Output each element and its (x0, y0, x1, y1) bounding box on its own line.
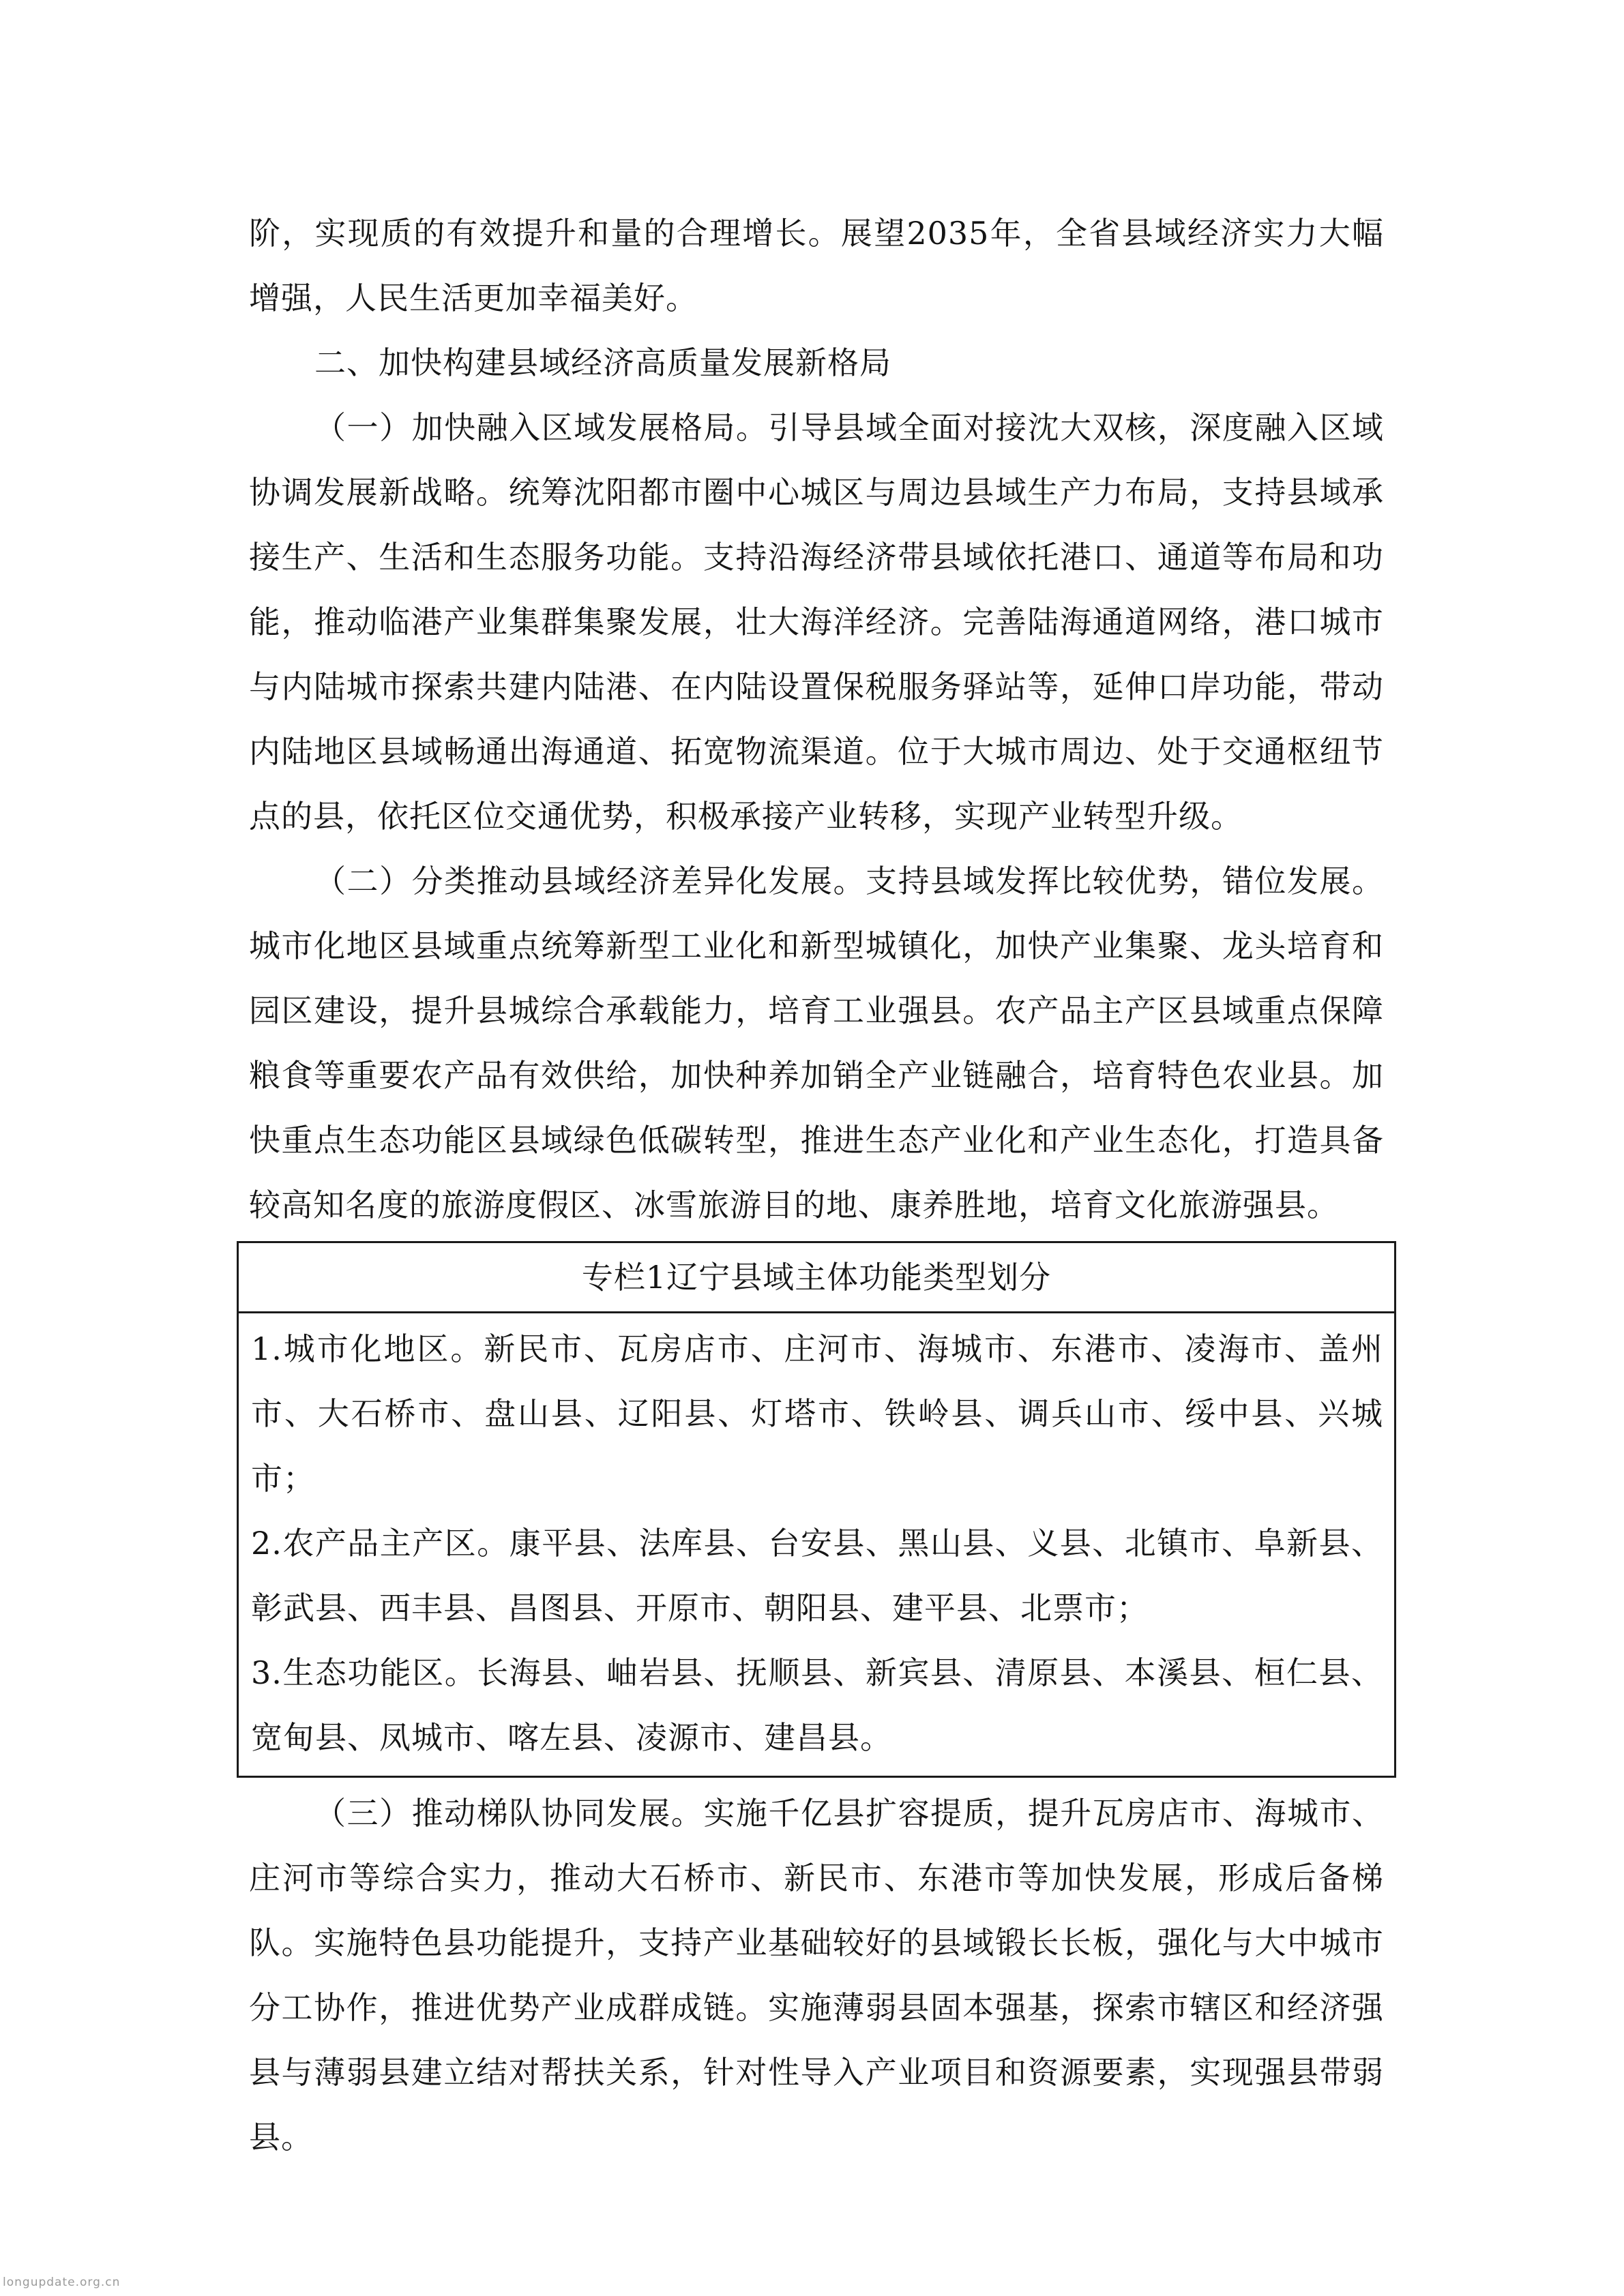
paragraph-regional-integration: （一）加快融入区域发展格局。引导县域全面对接沈大双核，深度融入区域协调发展新战略。统筹沈阳都市圈中心城区与周边县域生产力布局，支持县域承接生产、生活和生态服务功能。支持沿海经济带县域依托港口、通道等布局和功能，推动临港产业集群集聚发展，壮大海洋经济。完善陆海通道网络，港口城市与内陆城市探索共建内陆港、在内陆设置保税服务驿站等，延伸口岸功能，带动内陆地区县域畅通出海通道、拓宽物流渠道。位于大城市周边、处于交通枢纽节点的县，依托区位交通优势，积极承接产业转移，实现产业转型升级。 (249, 409, 1384, 835)
box-title: 专栏1辽宁县域主体功能类型划分 (239, 1243, 1394, 1313)
box-body (239, 1313, 1394, 1776)
box-item-agricultural-areas: 2.农产品主产区。康平县、法库县、台安县、黑山县、义县、北镇市、阜新县、彰武县、西丰县、昌图县、开原市、朝阳县、建平县、北票市； (251, 1525, 1383, 1626)
box-item-urbanized-areas: 1.城市化地区。新民市、瓦房店市、庄河市、海城市、东港市、凌海市、盖州市、大石桥市、盘山县、辽阳县、灯塔市、铁岭县、调兵山市、绥中县、兴城市； (251, 1330, 1383, 1497)
section-heading: 二、加快构建县域经济高质量发展新格局 (314, 344, 891, 381)
watermark-text: longupdate.org.cn (3, 2276, 121, 2289)
sidebar-box-column-1 (237, 1241, 1396, 1778)
paragraph-tiered-development: （三）推动梯队协同发展。实施千亿县扩容提质，提升瓦房店市、海城市、庄河市等综合实力，推动大石桥市、新民市、东港市等加快发展，形成后备梯队。实施特色县功能提升，支持产业基础较好的县域锻长长板，强化与大中城市分工协作，推进优势产业成群成链。实施薄弱县固本强基，探索市辖区和经济强县与薄弱县建立结对帮扶关系，针对性导入产业项目和资源要素，实现强县带弱县。 (249, 1795, 1384, 2156)
box-item-ecological-areas: 3.生态功能区。长海县、岫岩县、抚顺县、新宾县、清原县、本溪县、桓仁县、宽甸县、凤城市、喀左县、凌源市、建昌县。 (251, 1654, 1383, 1756)
paragraph-differentiated-development: （二）分类推动县域经济差异化发展。支持县域发挥比较优势，错位发展。城市化地区县域重点统筹新型工业化和新型城镇化，加快产业集聚、龙头培育和园区建设，提升县城综合承载能力，培育工业强县。农产品主产区县域重点保障粮食等重要农产品有效供给，加快种养加销全产业链融合，培育特色农业县。加快重点生态功能区县域绿色低碳转型，推进生态产业化和产业生态化，打造具备较高知名度的旅游度假区、冰雪旅游目的地、康养胜地，培育文化旅游强县。 (249, 863, 1384, 1223)
document-content (249, 201, 1384, 2170)
paragraph-continued: 阶，实现质的有效提升和量的合理增长。展望2035年，全省县域经济实力大幅增强，人民生活更加幸福美好。 (249, 215, 1384, 316)
